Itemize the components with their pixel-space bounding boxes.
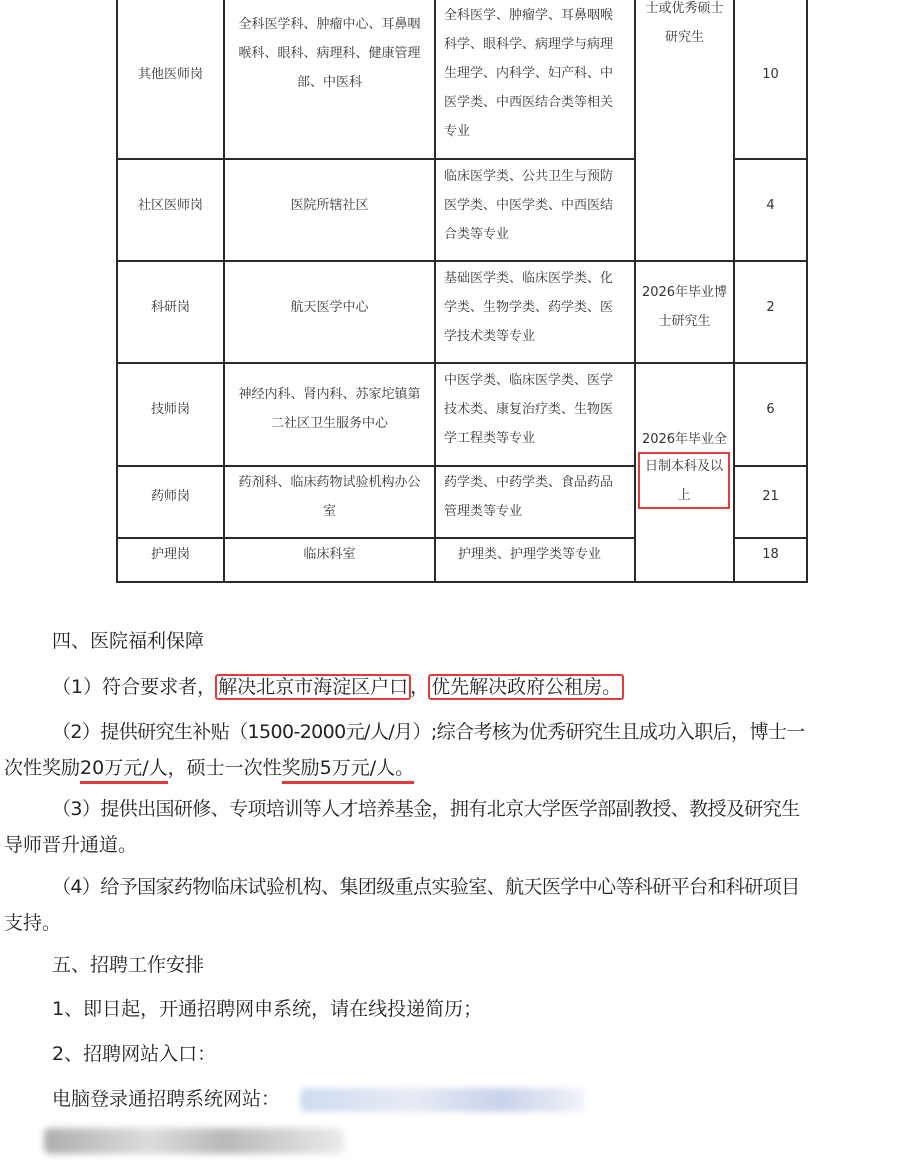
underline-phd-bonus: 20万元/人 <box>80 757 168 784</box>
welfare-item-2-text: ，硕士一次性 <box>167 757 282 779</box>
table-cell-majors: 中医学类、临床医学类、医学 技术类、康复治疗类、生物医 学工程类等专业 <box>444 373 614 446</box>
welfare-item-3-line1: （3）提供出国研修、专项培训等人才培养基金，拥有北京大学医学部副教授、教授及研究生 <box>52 798 800 820</box>
table-cell-majors: 全科医学、肿瘤学、耳鼻咽喉 科学、眼科学、病理学与病理 生理学、内科学、妇产科、中 医学类、中西医结合类等相关 专业 <box>444 8 614 139</box>
row-line <box>733 158 808 160</box>
table-cell-majors: 临床医学类、公共卫生与预防 医学类、中医学类、中西医结 合类等专业 <box>444 169 614 242</box>
row-line <box>116 537 636 539</box>
table-cell-department: 药剂科、临床药物试验机构办公 室 <box>238 475 421 519</box>
row-line <box>733 465 808 467</box>
highlight-housing: 优先解决政府公租房。 <box>428 674 624 700</box>
table-cell-majors: 药学类、中药学类、食品药品 管理类等专业 <box>444 475 614 519</box>
welfare-item-2-line2 <box>4 749 920 787</box>
welfare-item-1 <box>0 668 916 706</box>
highlight-hukou: 解决北京市海淀区户口 <box>215 674 411 700</box>
table-cell-education: 日制本科及以 上 <box>644 459 723 503</box>
pc-login-label: 电脑登录通招聘系统网站： <box>52 1088 281 1110</box>
redacted-text <box>44 1128 344 1154</box>
table-cell-majors: 护理类、护理学类等专业 <box>458 547 602 562</box>
row-line <box>116 362 808 364</box>
table-cell-count: 10 <box>762 67 779 82</box>
table-cell-count: 21 <box>762 489 779 504</box>
table-border-right <box>806 0 808 583</box>
table-cell-position: 社区医师岗 <box>137 198 203 213</box>
table-cell-department: 临床科室 <box>303 547 356 562</box>
welfare-item-2-text: 次性奖励 <box>4 757 81 779</box>
table-cell-position: 技师岗 <box>150 402 190 417</box>
welfare-item-1-text: （1）符合要求者， <box>52 676 217 698</box>
table-cell-department: 神经内科、肾内科、苏家坨镇第 二社区卫生服务中心 <box>238 387 421 431</box>
row-line <box>116 158 636 160</box>
row-line <box>116 465 636 467</box>
table-cell-count: 2 <box>766 300 775 315</box>
table-cell-department: 医院所辖社区 <box>290 198 369 213</box>
table-divider <box>434 0 436 583</box>
table-cell-education: 士或优秀硕士 研究生 <box>645 1 724 45</box>
table-cell-count: 4 <box>766 198 775 213</box>
row-line <box>733 537 808 539</box>
underline-master-bonus: 奖励5万元/人。 <box>282 757 415 784</box>
welfare-item-3-line2: 导师晋升通道。 <box>4 834 138 856</box>
welfare-item-2-line1: （2）提供研究生补贴（1500-2000元/人/月）;综合考核为优秀研究生且成功入职后，博士一 <box>52 721 805 743</box>
table-cell-education: 2026年毕业全 <box>641 432 728 447</box>
table-cell-education: 2026年毕业博 士研究生 <box>641 285 728 329</box>
table-cell-position: 科研岗 <box>150 300 190 315</box>
table-cell-position: 药师岗 <box>150 489 190 504</box>
welfare-item-1-comma: ， <box>410 676 430 698</box>
table-cell-department: 航天医学中心 <box>290 300 369 315</box>
recruit-item-2: 2、招聘网站入口： <box>52 1043 217 1065</box>
section-heading-welfare: 四、医院福利保障 <box>52 630 205 652</box>
table-cell-department: 全科医学科、肿瘤中心、耳鼻咽 喉科、眼科、病理科、健康管理 部、中医科 <box>238 17 421 90</box>
section-heading-recruitment: 五、招聘工作安排 <box>52 954 205 976</box>
row-line <box>116 260 808 262</box>
recruit-item-1: 1、即日起，开通招聘网申系统，请在线投递简历； <box>52 998 483 1020</box>
table-cell-position: 其他医师岗 <box>137 67 203 82</box>
table-cell-count: 6 <box>766 402 775 417</box>
table-divider <box>223 0 225 583</box>
welfare-item-4-line2: 支持。 <box>4 912 62 934</box>
redacted-url <box>300 1088 585 1112</box>
welfare-item-4-line1: （4）给予国家药物临床试验机构、集团级重点实验室、航天医学中心等科研平台和科研项目 <box>52 876 800 898</box>
table-cell-position: 护理岗 <box>150 547 190 562</box>
table-cell-count: 18 <box>762 547 779 562</box>
table-cell-majors: 基础医学类、临床医学类、化 学类、生物学类、药学类、医 学技术类等专业 <box>444 271 614 344</box>
table-border-bottom <box>116 581 808 583</box>
